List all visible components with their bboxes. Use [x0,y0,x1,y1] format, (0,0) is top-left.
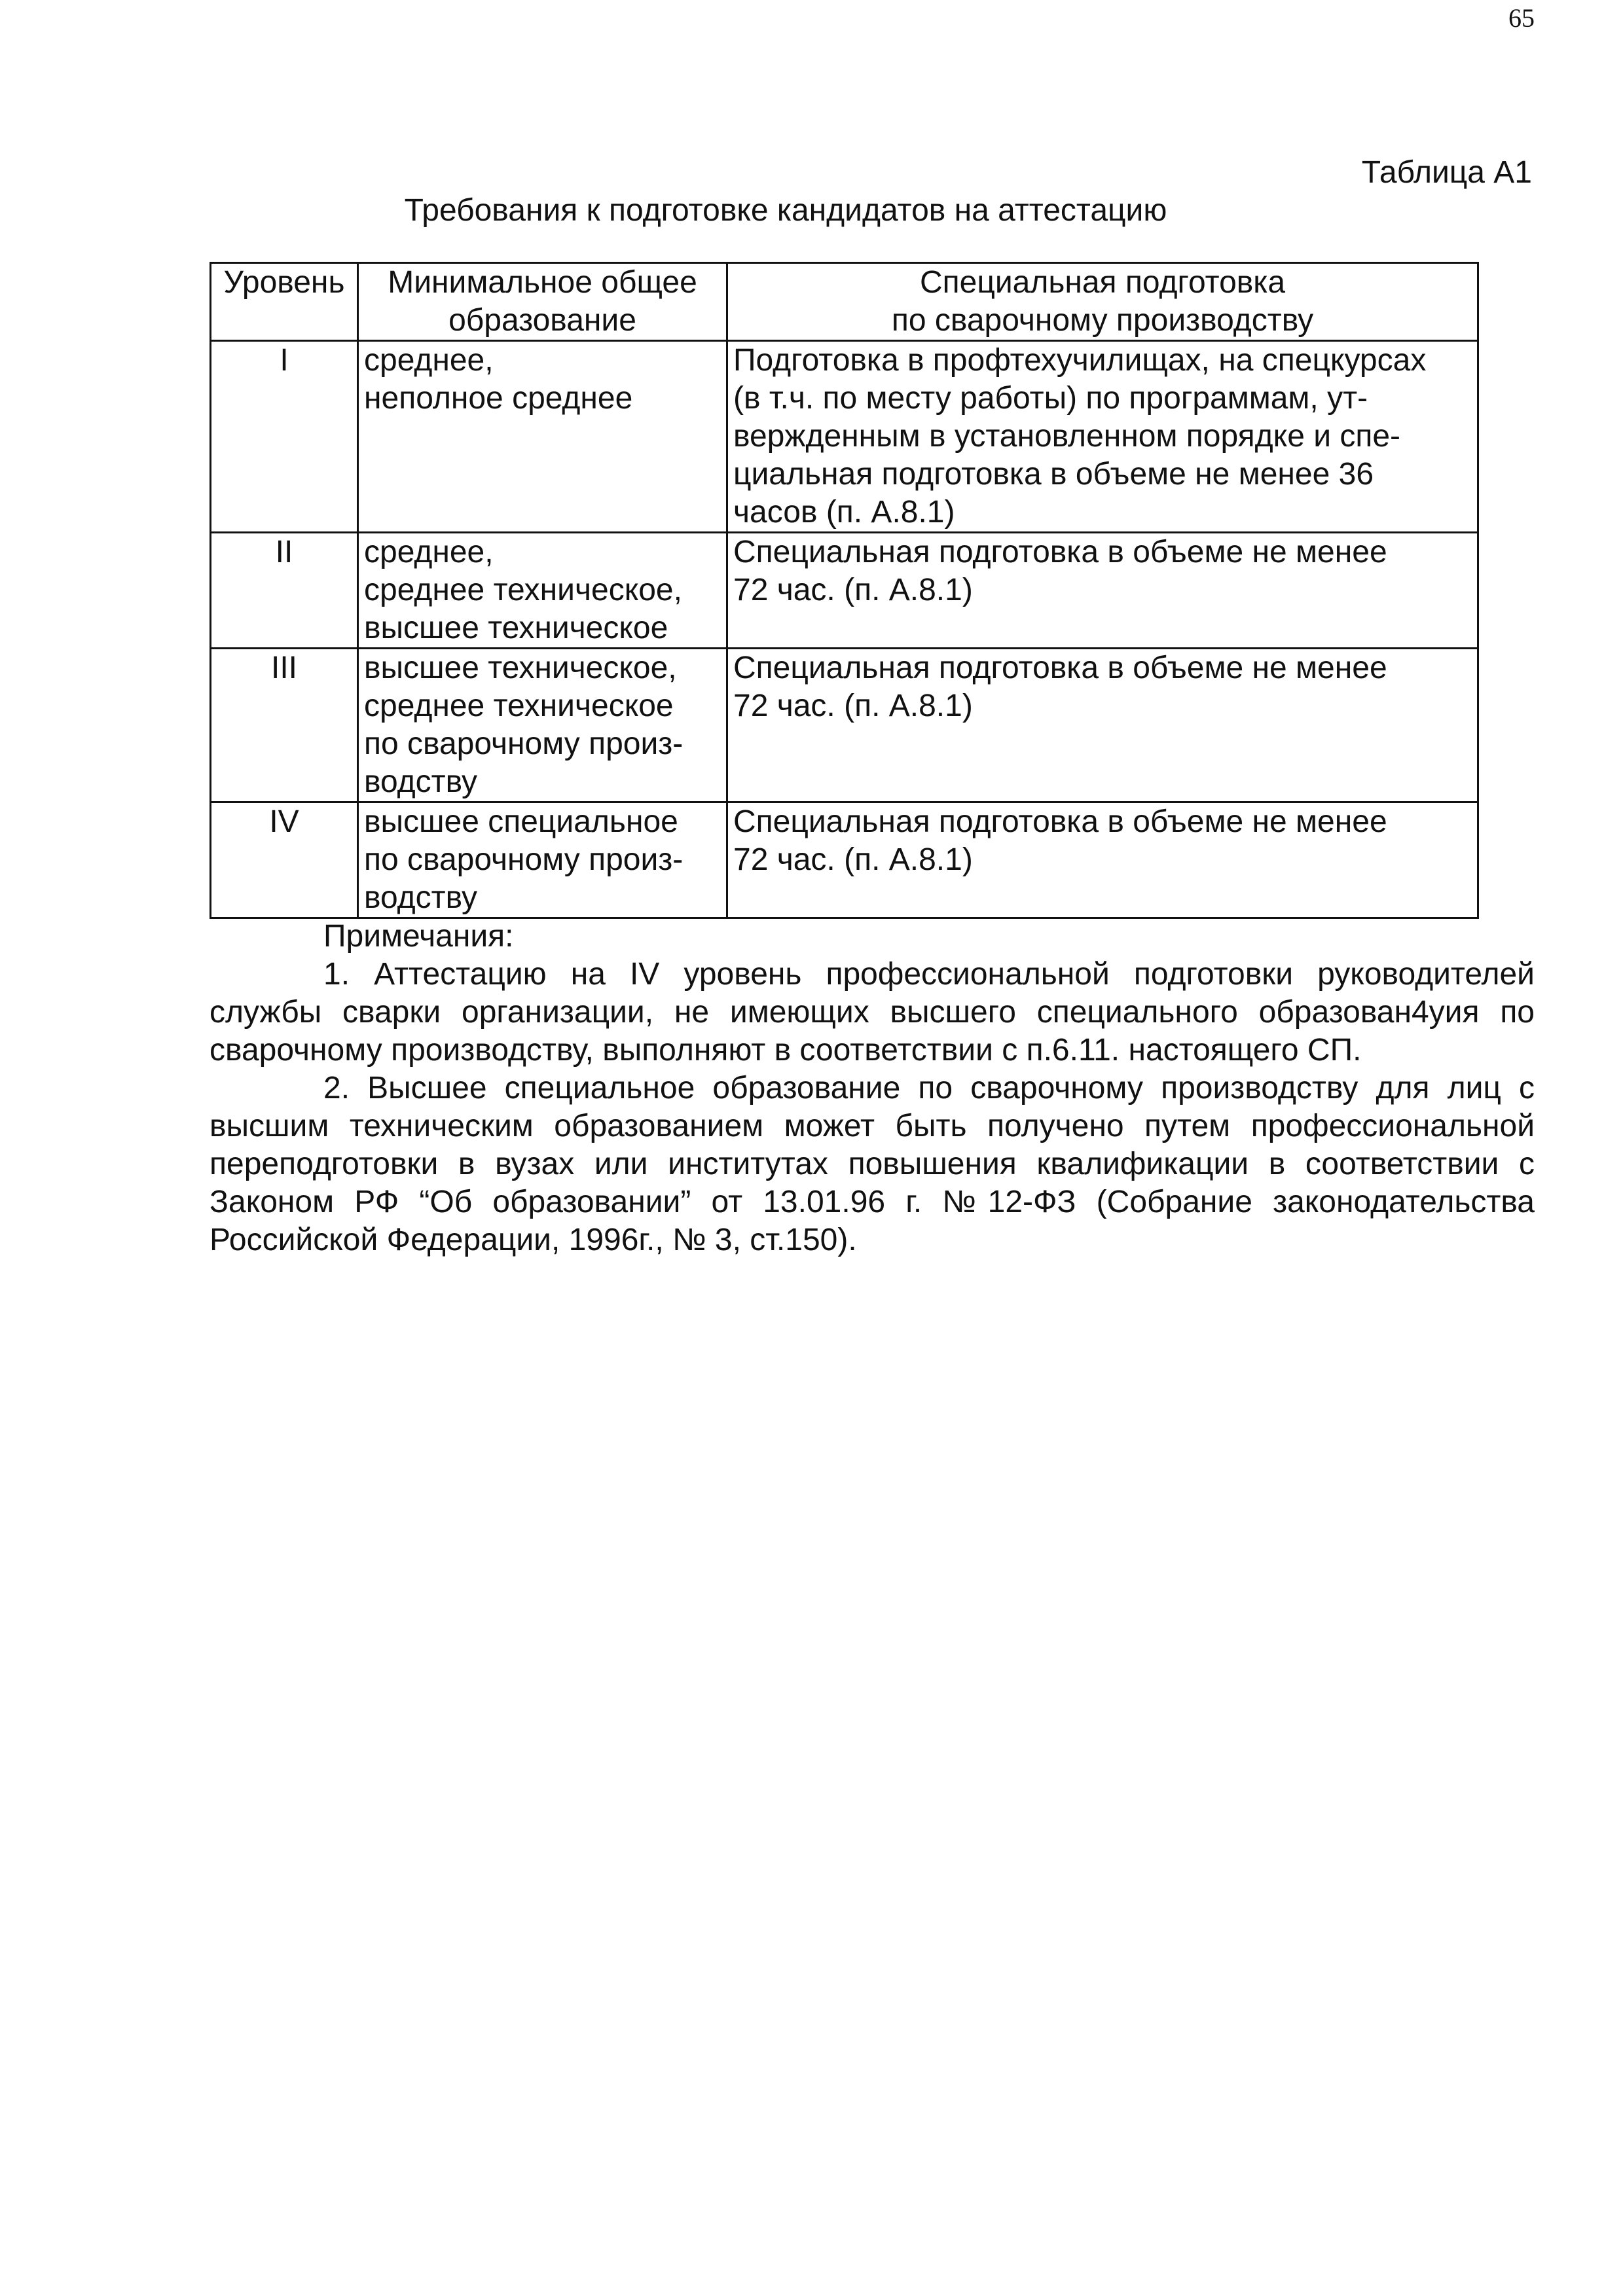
table-row [211,802,1478,918]
notes-heading: Примечания: [323,919,514,954]
training-line: 72 час. (п. А.8.1) [733,573,973,607]
notes-section [210,918,1535,1259]
table-row [211,533,1478,649]
training-line: 72 час. (п. А.8.1) [733,689,973,723]
level-cell: I [211,341,358,533]
education-line: среднее, [364,535,494,569]
page-number: 65 [1508,3,1535,33]
education-line: среднее техническое, [364,573,682,607]
table-row [211,649,1478,802]
note-item: 1. Аттестацию на IV уровень профессиональной подготовки руководителей службы сварки организации, не имеющих высшего специального образован4уия по сварочному производству, выполняют в соответствии с п.6.11. настоящего СП. [210,957,1535,1067]
education-line: среднее, [364,343,494,378]
education-cell [358,802,727,918]
header-level [211,263,358,341]
table-title: Требования к подготовке кандидатов на аттестацию [404,193,1167,228]
table-row [211,341,1478,533]
training-line: (в т.ч. по месту работы) по программам, ут- [733,381,1368,416]
training-line: часов (п. А.8.1) [733,495,955,529]
education-line: неполное среднее [364,381,633,416]
header-training-line: Специальная подготовка [919,265,1286,300]
education-line: водству [364,880,478,915]
table-header-row [211,263,1478,341]
education-line: по сварочному произ- [364,726,684,761]
training-cell [727,649,1478,802]
training-line: 72 час. (п. А.8.1) [733,842,973,877]
header-education-line: Минимальное общее [388,265,697,300]
education-line: водству [364,764,478,799]
education-cell [358,533,727,649]
training-line: вержденным в установленном порядке и спе- [733,419,1401,454]
requirements-table [210,262,1479,919]
level-cell: II [211,533,358,649]
training-cell [727,533,1478,649]
training-line: Специальная подготовка в объеме не менее [733,535,1387,569]
training-cell [727,341,1478,533]
header-training [727,263,1478,341]
header-education [358,263,727,341]
education-cell [358,649,727,802]
header-level-line: Уровень [223,265,345,300]
table-label: Таблица А1 [1361,155,1532,190]
education-line: по сварочному произ- [364,842,684,877]
training-line: Специальная подготовка в объеме не менее [733,651,1387,685]
level-cell: IV [211,802,358,918]
training-line: Специальная подготовка в объеме не менее [733,804,1387,839]
note-item: 2. Высшее специальное образование по сварочному производству для лиц с высшим техническим образованием может быть получено путем профессиональной переподготовки в вузах или институтах повышения квалификации в соответствии с Законом РФ “Об образовании” от 13.01.96 г. №12-ФЗ (Собрание законодательства Российской Федерации, 1996г., № 3, ст.150). [210,1071,1535,1257]
education-cell [358,341,727,533]
training-cell [727,802,1478,918]
header-training-line: по сварочному производству [891,303,1314,338]
training-line: циальная подготовка в объеме не менее 36 [733,457,1374,492]
header-education-line: образование [448,303,636,338]
training-line: Подготовка в профтехучилищах, на спецкурсах [733,343,1427,378]
level-cell: III [211,649,358,802]
education-line: высшее техническое, [364,651,677,685]
education-line: среднее техническое [364,689,674,723]
education-line: высшее специальное [364,804,678,839]
education-line: высшее техническое [364,611,668,645]
